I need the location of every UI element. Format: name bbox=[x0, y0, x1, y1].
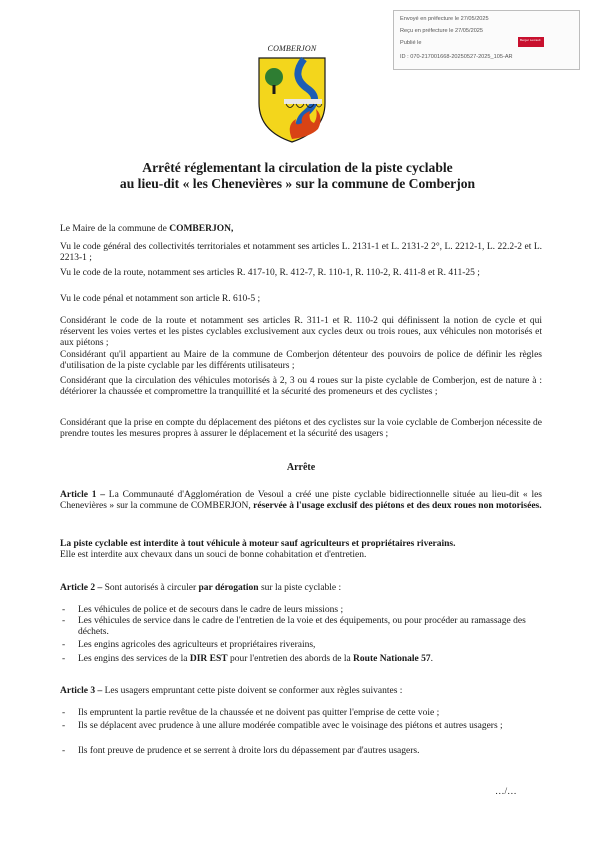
article-2: Article 2 – Sont autorisés à circuler par dérogation sur la piste cyclable : bbox=[60, 583, 342, 593]
document-title-line-1: Arrêté réglementant la circulation de la piste cyclable bbox=[142, 160, 453, 175]
list-item: - Les engins des services de la DIR EST pour l'entretien des abords de la Route Nationale 57. bbox=[62, 654, 433, 664]
stamp-sent: Envoyé en préfecture le 27/05/2025 bbox=[400, 16, 489, 22]
continuation-marker: …/… bbox=[495, 787, 517, 797]
list-item: - Les véhicules de police et de secours dans le cadre de leurs missions ; bbox=[62, 605, 344, 615]
commune-name: COMBERJON bbox=[267, 44, 317, 53]
prefecture-stamp bbox=[393, 10, 580, 70]
list-item: - Ils font preuve de prudence et se serrent à droite lors du dépassement par d'autres usagers. bbox=[62, 746, 420, 756]
considerant-2: Considérant qu'il appartient au Maire de la commune de Comberjon détenteur des pouvoirs de police de définir les règles d'utilisation de la piste cyclable par les différents utilisateurs ; bbox=[60, 350, 542, 372]
list-item: - Les véhicules de service dans le cadre de l'entretien de la voie et des équipements, ou pour procéder au ramassage des déchets. bbox=[62, 616, 526, 638]
list-item: - Les engins agricoles des agriculteurs et propriétaires riverains, bbox=[62, 640, 316, 650]
coat-of-arms-icon bbox=[256, 55, 328, 150]
list-item: - Ils empruntent la partie revêtue de la chaussée et ne doivent pas quitter l'emprise de cette voie ; bbox=[62, 708, 440, 718]
berger-levrault-logo: Berger Levrault bbox=[518, 37, 544, 47]
article-1: Article 1 – La Communauté d'Agglomération de Vesoul a créé une piste cyclable bidirectionnelle située au lieu-dit « les Chenevières » sur la commune de COMBERJON, réservée à l'usage exclusif des piétons et des deux roues non motorisées. bbox=[60, 490, 543, 512]
vu-cgct: Vu le code général des collectivités territoriales et notamment ses articles L. 2131-1 et L. 2131-2 2°, L. 2212-1, L. 22.2-2 et L. 2213-1 ; bbox=[60, 242, 542, 264]
vu-code-route: Vu le code de la route, notamment ses articles R. 417-10, R. 412-7, R. 110-1, R. 110-2, R. 411-8 et R. 411-25 ; bbox=[60, 268, 480, 278]
considerant-4: Considérant que la prise en compte du déplacement des piétons et des cyclistes sur la voie cyclable de Comberjon nécessite de prendre toutes les mesures propres à assurer le déplacement et la sécurité des usagers ; bbox=[60, 418, 542, 440]
considerant-3: Considérant que la circulation des véhicules motorisés à 2, 3 ou 4 roues sur la piste cyclable de Comberjon, est de nature à : détériorer la chaussée et compromettre la tranquillité et la sécurité des promeneurs et des cyclistes ; bbox=[60, 376, 542, 398]
stamp-published: Publié le bbox=[400, 40, 422, 46]
mayor-line: Le Maire de la commune de COMBERJON, bbox=[60, 224, 234, 234]
article-3: Article 3 – Les usagers empruntant cette piste doivent se conformer aux règles suivantes : bbox=[60, 686, 403, 696]
considerant-1: Considérant le code de la route et notamment ses articles R. 311-1 et R. 110-2 qui définissent la notion de cycle et qui réservent les voies vertes et les pistes cyclables exclusivement aux cycles deux ou trois roues, aux véhicules non motorisés et aux piétons ; bbox=[60, 316, 542, 349]
document-title-line-2: au lieu-dit « les Chenevières » sur la commune de Comberjon bbox=[119, 176, 476, 191]
article-1-restriction: La piste cyclable est interdite à tout véhicule à moteur sauf agriculteurs et propriétaires riverains. Elle est interdite aux chevaux dans un souci de bonne cohabitation et d'entretien. bbox=[60, 539, 456, 561]
stamp-received: Reçu en préfecture le 27/05/2025 bbox=[400, 28, 484, 34]
vu-code-penal: Vu le code pénal et notamment son article R. 610-5 ; bbox=[60, 294, 261, 304]
stamp-id: ID : 070-217001668-20250527-2025_105-AR bbox=[400, 54, 513, 60]
list-item: - Ils se déplacent avec prudence à une allure modérée compatible avec le voisinage des piétons et autres usagers ; bbox=[62, 721, 503, 731]
arrete-heading: Arrête bbox=[286, 462, 316, 473]
